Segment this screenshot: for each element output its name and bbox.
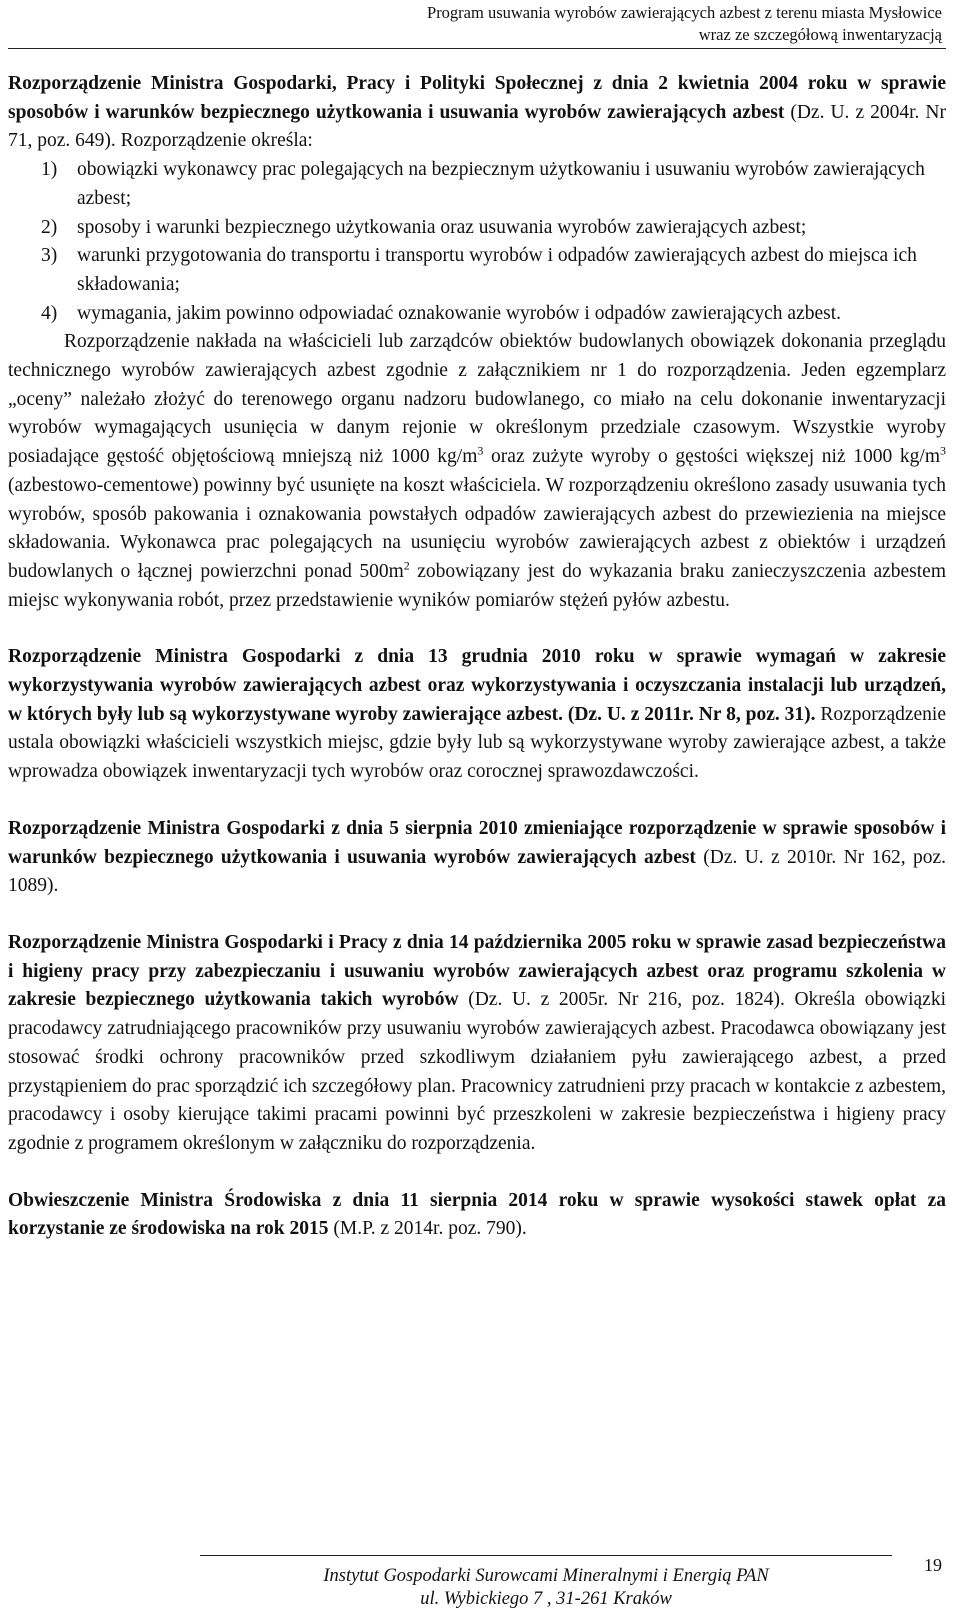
superscript-exponent: 2 — [403, 558, 410, 573]
footer-line-2: ul. Wybickiego 7 , 31-261 Kraków — [420, 1589, 672, 1609]
footer-institution — [200, 1565, 892, 1611]
section-1-title: Rozporządzenie Ministra Gospodarki, Pracy i Polityki Społecznej z dnia 2 kwietnia 2004 roku w sprawie sposobów i warunków bezpiecznego użytkowania i usuwania wyrobów zawierających azbest — [8, 73, 946, 123]
section-4-paragraph — [8, 929, 946, 1159]
section-4-title: Rozporządzenie Ministra Gospodarki i Pracy z dnia 14 października 2005 roku w sprawie zasad bezpieczeństwa i higieny pracy przy zabezpieczaniu i usuwaniu wyrobów zawierających azbest oraz programu szkolenia w zakresie bezpiecznego użytkowania takich wyrobów — [8, 931, 946, 1011]
list-item-text: sposoby i warunki bezpiecznego użytkowania oraz usuwania wyrobów zawierających azbest; — [77, 216, 807, 238]
header-line-1: Program usuwania wyrobów zawierających azbest z terenu miasta Mysłowice — [427, 3, 942, 22]
section-3-paragraph — [8, 815, 946, 901]
list-item — [8, 214, 946, 243]
section-3-text: (Dz. U. z 2010r. Nr 162, poz. 1089). — [8, 846, 946, 897]
list-item-text: wymagania, jakim powinno odpowiadać oznakowanie wyrobów i odpadów zawierających azbest. — [77, 302, 842, 324]
section-5-title: Obwieszczenie Ministra Środowiska z dnia 11 sierpnia 2014 roku w sprawie wysokości stawek opłat za korzystanie ze środowiska na rok 2015 — [8, 1189, 946, 1240]
section-2-title: Rozporządzenie Ministra Gospodarki z dnia 13 grudnia 2010 roku w sprawie wymagań w zakresie wykorzystywania wyrobów zawierających azbest oraz wykorzystywania i oczyszczania instalacji lub urządzeń, w których były lub są wykorzystywane wyroby zawierające azbest. (Dz. U. z 2011r. Nr 8, poz. 31). — [8, 646, 946, 725]
section-regulation-2004 — [8, 70, 946, 615]
section-2-paragraph — [8, 643, 946, 787]
section-announcement-2014 — [8, 1187, 946, 1244]
section-5-paragraph — [8, 1187, 946, 1244]
list-item-number: 2) — [41, 216, 58, 238]
paragraph-text-part: Rozporządzenie nakłada na właścicieli lub zarządców obiektów budowlanych obowiązek dokonania przeglądu technicznego wyrobów zawierających azbest zgodnie z załącznikiem nr 1 do rozporządzenia. Jeden egzemplarz „oceny” należało złożyć do terenowego organu nadzoru budowlanego, co miało na celu dokonanie inwentaryzacji wyrobów wymagających usunięcia w danym rejonie w określonym przedziale czasowym. Wszystkie wyroby posiadające gęstość objętościową mniejszą niż 1000 kg/m — [8, 331, 946, 468]
list-item-text: warunki przygotowania do transportu i transportu wyrobów i odpadów zawierających azbest do miejsca ich składowania; — [77, 245, 917, 295]
section-regulation-2010-august — [8, 815, 946, 901]
list-item — [8, 156, 946, 213]
list-item-number: 4) — [41, 302, 58, 324]
list-item — [8, 242, 946, 299]
footer-line-1: Instytut Gospodarki Surowcami Mineralnymi i Energią PAN — [323, 1566, 769, 1586]
document-body — [8, 70, 946, 1244]
list-item-text: obowiązki wykonawcy prac polegających na bezpiecznym użytkowaniu i usuwaniu wyrobów zawierających azbest; — [77, 159, 925, 209]
header-rule — [8, 48, 946, 49]
page-number: 19 — [924, 1555, 942, 1575]
section-1-intro — [8, 70, 946, 156]
superscript-exponent: 3 — [477, 443, 484, 458]
section-5-text: (M.P. z 2014r. poz. 790). — [328, 1218, 527, 1240]
section-1-paragraph — [8, 328, 946, 615]
section-1-reference: (Dz. U. z 2004r. Nr 71, poz. 649). Rozporządzenie określa: — [8, 101, 946, 152]
page-header — [8, 0, 946, 46]
header-line-2: wraz ze szczegółową inwentaryzacją — [698, 25, 942, 44]
section-4-text: (Dz. U. z 2005r. Nr 216, poz. 1824). Określa obowiązki pracodawcy zatrudniającego pracowników przy usuwaniu wyrobów zawierających azbest. Pracodawca obowiązany jest stosować środki ochrony pracowników przed szkodliwym działaniem pyłu zawierającego azbest, a przed przystąpieniem do prac sporządzić ich szczegółowy plan. Pracownicy zatrudnieni przy pracach w kontakcie z azbestem, pracodawcy i osoby kierujące takimi pracami powinni być przeszkoleni w zakresie bezpieczeństwa i higieny pracy zgodnie z programem określonym w załączniku do rozporządzenia. — [8, 989, 946, 1154]
section-3-title: Rozporządzenie Ministra Gospodarki z dnia 5 sierpnia 2010 zmieniające rozporządzenie w sprawie sposobów i warunków bezpiecznego użytkowania i usuwania wyrobów zawierających azbest — [8, 817, 946, 868]
section-regulation-2005 — [8, 929, 946, 1159]
list-item-number: 3) — [41, 245, 58, 267]
page-footer — [8, 1555, 946, 1617]
superscript-exponent: 3 — [940, 443, 946, 458]
paragraph-text-part: zobowiązany jest do wykazania braku zanieczyszczenia azbestem miejsc wykonywania robót, przez przedstawienie wyników pomiarów stężeń pyłów azbestu. — [8, 560, 946, 611]
list-item — [8, 300, 946, 329]
footer-rule — [200, 1555, 892, 1556]
section-regulation-2010-december — [8, 643, 946, 787]
paragraph-text-part: oraz zużyte wyroby o gęstości większej niż 1000 kg/m — [483, 446, 940, 468]
section-1-list — [8, 156, 946, 328]
section-2-text: Rozporządzenie ustala obowiązki właścicieli wszystkich miejsc, gdzie były lub są wykorzystywane wyroby zawierające azbest, a także wprowadza obowiązek inwentaryzacji tych wyrobów oraz corocznej sprawozdawczości. — [8, 703, 946, 783]
paragraph-text-part: (azbestowo-cementowe) powinny być usunięte na koszt właściciela. W rozporządzeniu określono zasady usuwania tych wyrobów, sposób pakowania i oznakowania powstałych odpadów zawierających azbest do przewiezienia na miejsce składowania. Wykonawca prac polegających na usunięciu wyrobów zawierających azbest z obiektów i urządzeń budowlanych o łącznej powierzchni ponad 500m — [8, 474, 946, 582]
list-item-number: 1) — [41, 159, 58, 181]
